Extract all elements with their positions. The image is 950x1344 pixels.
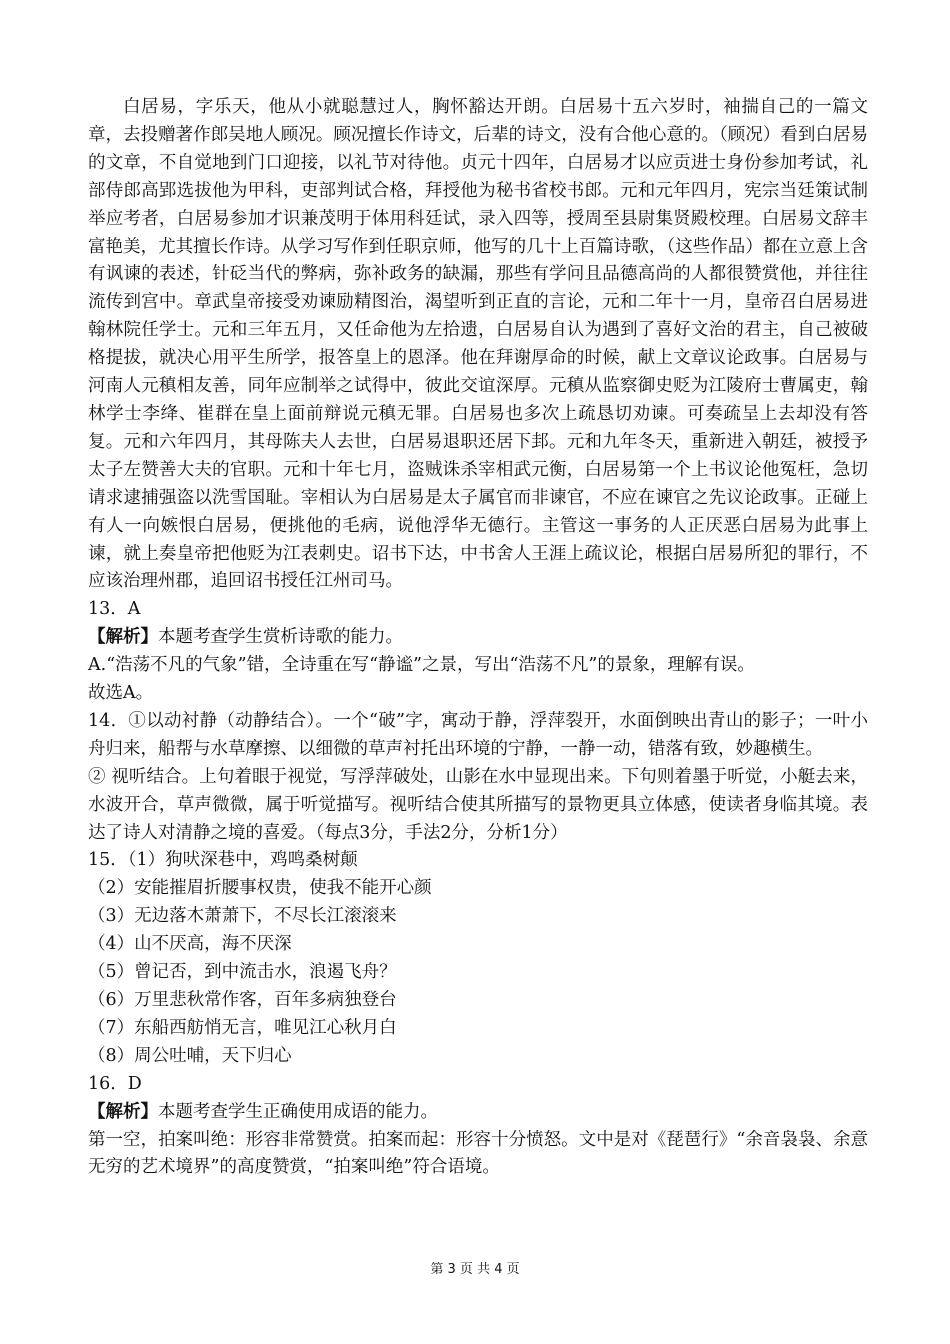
- q13-conclusion: 故选A。: [88, 683, 154, 704]
- q15-item: （5）曾记否，到中流击水，浪遏飞舟？: [88, 962, 397, 983]
- analysis-tag: 【解析】: [88, 1101, 158, 1122]
- page-content: [88, 94, 868, 1182]
- page-footer: 第 3 页 共 4 页: [430, 1262, 520, 1277]
- q13-option-a: A.“浩荡不凡的气象”错，全诗重在写“静谧”之景，写出“浩荡不凡”的景象，理解有误。: [88, 655, 755, 676]
- q16-analysis: [88, 1099, 868, 1127]
- q14-point2: ② 视听结合。上句着眼于视觉，写浮萍破处，山影在水中显现出来。下句则着墨于听觉，小艇去来，水波开合，草声微微，属于听觉描写。视听结合使其所描写的景物更具立体感，使读者身临其境。表达了诗人对清静之境的喜爱。（每点3分，手法2分，分析1分）: [88, 766, 868, 843]
- q15-item: 15．（1）狗吠深巷中，鸡鸣桑树颠: [88, 850, 358, 871]
- q15-item: （7）东船西舫悄无言，唯见江心秋月白: [88, 1017, 397, 1038]
- analysis-text: 本题考查学生正确使用成语的能力。: [158, 1101, 438, 1122]
- q16-detail: 第一空，拍案叫绝：形容非常赞赏。拍案而起：形容十分愤怒。文中是对《琵琶行》“余音袅袅、余意无穷的艺术境界”的高度赞赏，“拍案叫绝”符合语境。: [88, 1129, 868, 1178]
- q13-analysis: [88, 624, 868, 652]
- analysis-tag: 【解析】: [88, 627, 158, 648]
- q15-item: （4）山不厌高，海不厌深: [88, 934, 292, 955]
- q15-item: （2）安能摧眉折腰事权贵，使我不能开心颜: [88, 878, 432, 899]
- analysis-text: 本题考查学生赏析诗歌的能力。: [158, 627, 403, 648]
- q13-answer: 13．A: [88, 599, 141, 620]
- q15-item: （8）周公吐哺，天下归心: [88, 1045, 292, 1066]
- q15-item: （3）无边落木萧萧下，不尽长江滚滚来: [88, 906, 397, 927]
- q16-answer: 16．D: [88, 1073, 142, 1094]
- q15-item: （6）万里悲秋常作客，百年多病独登台: [88, 990, 397, 1010]
- translation-passage: 白居易，字乐天，他从小就聪慧过人，胸怀豁达开朗。白居易十五六岁时，袖揣自己的一篇文章，去投赠著作郎吴地人顾况。顾况擅长作诗文，后辈的诗文，没有合他心意的。（顾况）看到白居易的文章，不自觉地到门口迎接，以礼节对待他。贞元十四年，白居易才以应贡进士身份参加考试，礼部侍郎高郢选拔他为甲科，吏部判试合格，拜授他为秘书省校书郎。元和元年四月，宪宗当廷策试制举应考者，白居易参加才识兼茂明于体用科廷试，录入四等，授周至县尉集贤殿校理。白居易文辞丰富艳美，尤其擅长作诗。从学习写作到任职京师，他写的几十上百篇诗歌，（这些作品）都在立意上含有讽谏的表述，针砭当代的弊病，弥补政务的缺漏，那些有学问且品德高尚的人都很赞赏他，并往往流传到宫中。章武皇帝接受劝谏励精图治，渴望听到正直的言论，元和二年十一月，皇帝召白居易进翰林院任学士。元和三年五月，又任命他为左拾遗，白居易自认为遇到了喜好文治的君主，自己被破格提拔，就决心用平生所学，报答皇上的恩泽。他在拜谢厚命的时候，献上文章议论政事。白居易与河南人元稹相友善，同年应制举之试得中，彼此交谊深厚。元稹从监察御史贬为江陵府士曹属吏，翰林学士李绛、崔群在皇上面前辩说元稹无罪。白居易也多次上疏恳切劝谏。可奏疏呈上去却没有答复。元和六年四月，其母陈夫人去世，白居易退职还居下邽。元和九年冬天，重新进入朝廷，被授予太子左赞善大夫的官职。元和十年七月，盗贼诛杀宰相武元衡，白居易第一个上书议论他冤枉，急切请求逮捕强盗以洗雪国耻。宰相认为白居易是太子属官而非谏官，不应在谏官之先议论政事。正碰上有人一向嫉恨白居易，便挑他的毛病，说他浮华无德行。主管这一事务的人正厌恶白居易为此事上谏，就上奏皇帝把他贬为江表刺史。诏书下达，中书舍人王涯上疏议论，根据白居易所犯的罪行，不应该治理州郡，追回诏书授任江州司马。: [88, 97, 868, 592]
- q14-point1: 14．①以动衬静（动静结合）。一个“破”字，寓动于静，浮萍裂开，水面倒映出青山的影子；一叶小舟归来，船帮与水草摩擦、以细微的草声衬托出环境的宁静，一静一动，错落有致，妙趣横生。: [88, 710, 868, 759]
